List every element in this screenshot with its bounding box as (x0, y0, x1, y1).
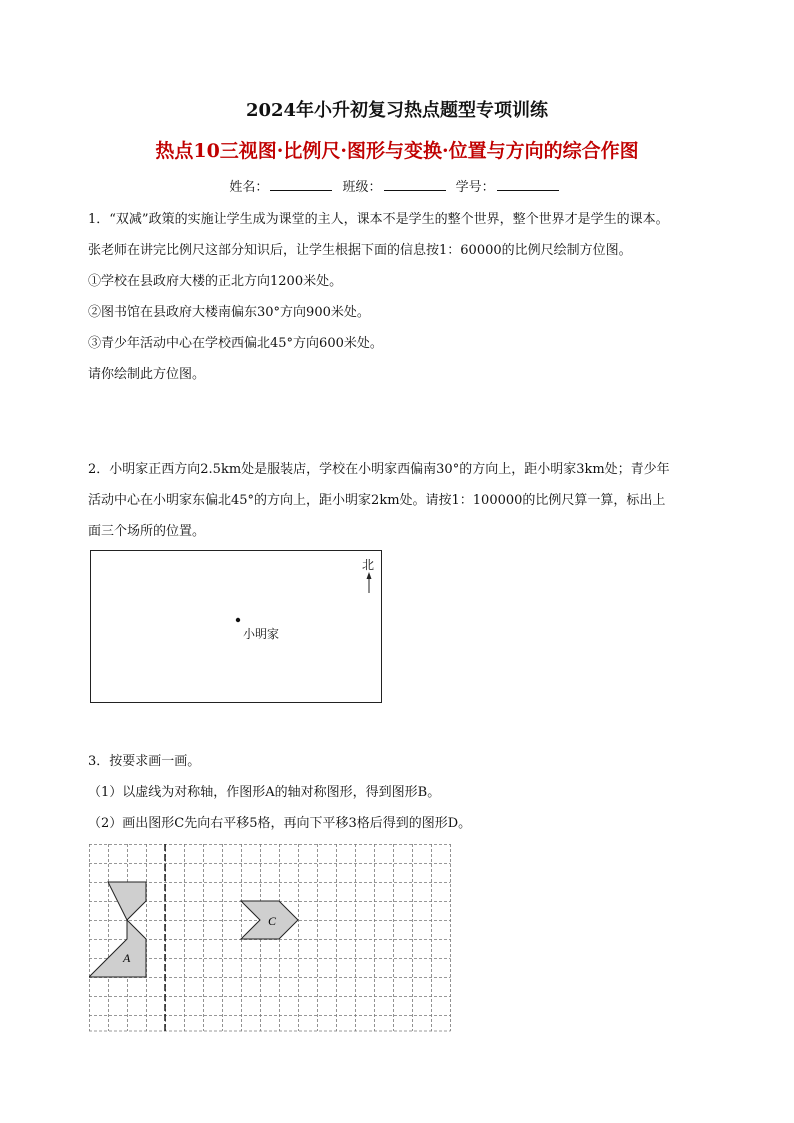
shape-a (89, 882, 146, 977)
q3-line-3: （2）画出图形C先向右平移5格，再向下平移3格后得到的图形D。 (88, 816, 472, 831)
north-arrow-icon (367, 572, 372, 579)
shape-c-label: C (268, 914, 277, 928)
name-blank[interactable] (270, 177, 332, 191)
home-dot (236, 618, 240, 622)
q1-line-4: ②图书馆在县政府大楼南偏东30°方向900米处。 (88, 305, 370, 320)
north-label: 北 (362, 558, 375, 572)
q1-line-6: 请你绘制此方位图。 (88, 367, 206, 382)
id-blank[interactable] (497, 177, 559, 191)
q2-map-box[interactable] (90, 550, 382, 703)
q2-line-1: 2．小明家正西方向2.5km处是服装店，学校在小明家西偏南30°的方向上，距小明家3km处；青少年 (88, 462, 670, 477)
q2-line-3: 面三个场所的位置。 (88, 524, 206, 539)
q1-line-1: 1．“双减”政策的实施让学生成为课堂的主人，课本不是学生的整个世界，整个世界才是学生的课本。 (88, 212, 669, 227)
q2-map-canvas (91, 551, 383, 704)
student-info-line (0, 176, 794, 195)
q1-line-5: ③青少年活动中心在学校西偏北45°方向600米处。 (88, 336, 383, 351)
q3-grid-canvas[interactable] (89, 844, 469, 1034)
q3-line-1: 3．按要求画一画。 (88, 754, 201, 769)
q2-line-2: 活动中心在小明家东偏北45°的方向上，距小明家2km处。请按1：100000的比例尺算一算，标出上 (88, 493, 666, 508)
page-subtitle: 热点10三视图·比例尺·图形与变换·位置与方向的综合作图 (155, 140, 639, 162)
q1-line-2: 张老师在讲完比例尺这部分知识后，让学生根据下面的信息按1：60000的比例尺绘制方位图。 (88, 243, 632, 258)
id-label: 学号： (455, 180, 495, 195)
name-label: 姓名： (229, 180, 269, 195)
class-label: 班级： (342, 180, 382, 195)
page-title: 2024年小升初复习热点题型专项训练 (245, 100, 549, 121)
shape-a-label: A (123, 951, 131, 965)
class-blank[interactable] (384, 177, 446, 191)
q3-line-2: （1）以虚线为对称轴，作图形A的轴对称图形，得到图形B。 (88, 785, 441, 800)
home-label: 小明家 (243, 627, 280, 641)
q1-line-3: ①学校在县政府大楼的正北方向1200米处。 (88, 274, 343, 289)
